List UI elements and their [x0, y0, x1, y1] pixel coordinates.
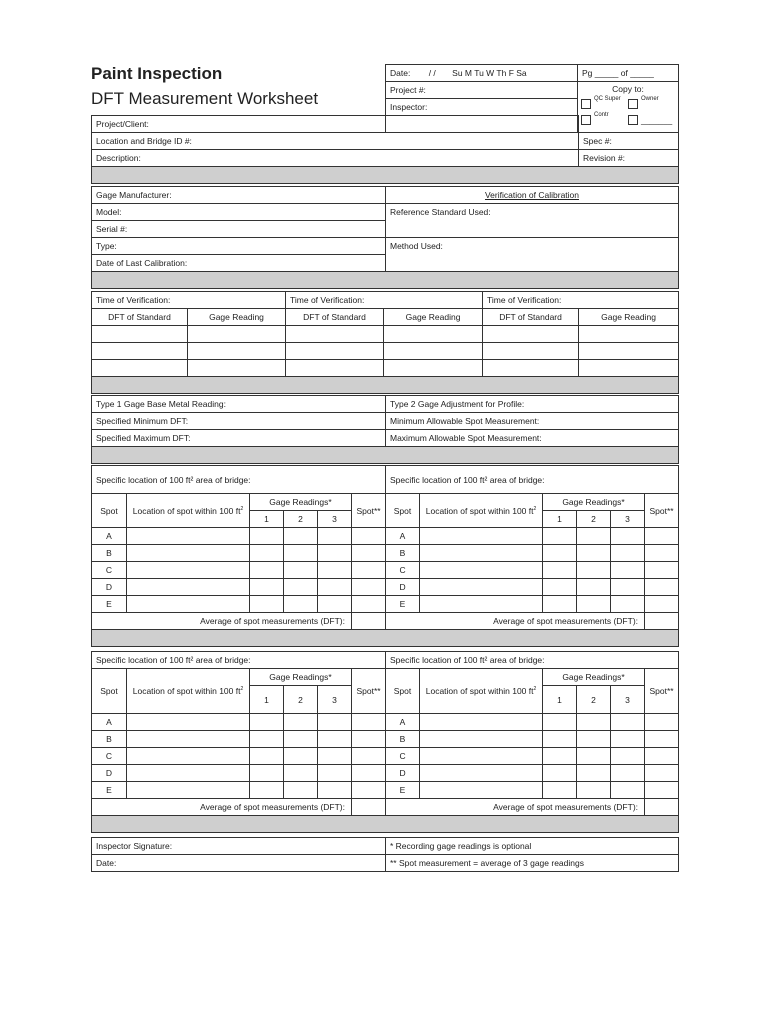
divider	[92, 167, 679, 184]
cell[interactable]	[284, 545, 318, 562]
spot-id: C	[92, 748, 127, 765]
col-spot: Spot	[92, 494, 127, 528]
area-location-field[interactable]: Specific location of 100 ft² area of bridge:	[92, 652, 386, 669]
cell[interactable]	[318, 765, 352, 782]
cell[interactable]	[611, 562, 645, 579]
spot-id: C	[92, 562, 127, 579]
cell[interactable]	[284, 579, 318, 596]
cell[interactable]	[420, 596, 543, 613]
form-subtitle: DFT Measurement Worksheet	[91, 89, 319, 108]
cell[interactable]	[284, 528, 318, 545]
cell[interactable]	[352, 596, 386, 613]
spot-id: B	[92, 545, 127, 562]
cell[interactable]	[577, 596, 611, 613]
table-row	[92, 360, 679, 377]
max-spot-field[interactable]: Maximum Allowable Spot Measurement:	[386, 430, 679, 447]
cell[interactable]	[188, 343, 286, 360]
col-gage-readings: Gage Readings*	[250, 494, 352, 511]
cell[interactable]	[127, 562, 250, 579]
table-row	[92, 765, 679, 782]
col-gage-reading: Gage Reading	[579, 309, 679, 326]
col-reading-3: 3	[611, 511, 645, 528]
divider	[92, 630, 679, 647]
col-reading-2: 2	[577, 686, 611, 714]
spot-id: E	[386, 596, 420, 613]
divider	[92, 816, 679, 833]
cell[interactable]	[483, 360, 579, 377]
cell[interactable]	[286, 360, 384, 377]
spot-id: E	[92, 782, 127, 799]
model-field[interactable]: Model:	[92, 204, 386, 221]
cell[interactable]	[579, 343, 679, 360]
col-spot-measurement: Spot**	[352, 669, 386, 714]
spot-id: A	[92, 714, 127, 731]
spot-id: D	[386, 579, 420, 596]
gage-manufacturer-field[interactable]: Gage Manufacturer:	[92, 187, 386, 204]
cell[interactable]	[577, 748, 611, 765]
signature-section	[91, 837, 679, 872]
qc-super-checkbox[interactable]	[581, 99, 591, 109]
cell[interactable]	[127, 714, 250, 731]
cell[interactable]	[250, 545, 284, 562]
col-reading-1: 1	[250, 511, 284, 528]
cell[interactable]	[188, 360, 286, 377]
cell[interactable]	[543, 714, 577, 731]
cell[interactable]	[611, 714, 645, 731]
col-reading-2: 2	[284, 686, 318, 714]
cell[interactable]	[611, 596, 645, 613]
col-reading-2: 2	[284, 511, 318, 528]
spec-section	[91, 395, 679, 464]
cell[interactable]	[420, 528, 543, 545]
cell[interactable]	[420, 545, 543, 562]
cell[interactable]	[420, 562, 543, 579]
col-spot: Spot	[92, 669, 127, 714]
form-title: Paint Inspection	[91, 64, 223, 83]
average-value[interactable]	[352, 799, 386, 816]
cell[interactable]	[645, 748, 679, 765]
type2-adjustment-field[interactable]: Type 2 Gage Adjustment for Profile:	[386, 396, 679, 413]
cell[interactable]	[352, 765, 386, 782]
last-calibration-field[interactable]: Date of Last Calibration:	[92, 255, 386, 272]
cell[interactable]	[543, 579, 577, 596]
cell[interactable]	[318, 545, 352, 562]
revision-field[interactable]: Revision #:	[579, 150, 679, 167]
description-field[interactable]: Description:	[92, 150, 579, 167]
cell[interactable]	[420, 765, 543, 782]
divider	[92, 272, 679, 289]
cell[interactable]	[318, 782, 352, 799]
cell[interactable]	[318, 579, 352, 596]
col-reading-2: 2	[577, 511, 611, 528]
cell[interactable]	[420, 782, 543, 799]
contr-label: Contr	[594, 112, 609, 118]
cell[interactable]	[420, 748, 543, 765]
cell[interactable]	[250, 579, 284, 596]
col-dft-standard: DFT of Standard	[286, 309, 384, 326]
cell[interactable]	[250, 596, 284, 613]
col-gage-readings: Gage Readings*	[543, 494, 645, 511]
cell[interactable]	[645, 545, 679, 562]
reference-standard-field[interactable]: Reference Standard Used:	[386, 204, 679, 238]
cell[interactable]	[543, 731, 577, 748]
spot-id: B	[92, 731, 127, 748]
min-spot-field[interactable]: Minimum Allowable Spot Measurement:	[386, 413, 679, 430]
average-value[interactable]	[645, 613, 679, 630]
spot-id: B	[386, 731, 420, 748]
table-row	[92, 343, 679, 360]
cell[interactable]	[250, 782, 284, 799]
cell[interactable]	[645, 765, 679, 782]
divider	[92, 377, 679, 394]
spot-id: E	[92, 596, 127, 613]
cell[interactable]	[127, 579, 250, 596]
cell[interactable]	[250, 748, 284, 765]
cell[interactable]	[577, 714, 611, 731]
area-location-field[interactable]: Specific location of 100 ft² area of bridge:	[386, 466, 679, 494]
col-location-within: Location of spot within 100 $ft^2$	[127, 669, 250, 714]
area-location-field[interactable]: Specific location of 100 ft² area of bridge:	[92, 466, 386, 494]
project-client-field[interactable]: Project/Client:	[92, 116, 579, 133]
cell[interactable]	[127, 748, 250, 765]
table-row	[92, 545, 679, 562]
spot-id: B	[386, 545, 420, 562]
col-gage-readings: Gage Readings*	[543, 669, 645, 686]
cell[interactable]	[284, 714, 318, 731]
date-label: Date:	[390, 68, 411, 78]
cell[interactable]	[352, 545, 386, 562]
col-spot-measurement: Spot**	[352, 494, 386, 528]
cell[interactable]	[318, 731, 352, 748]
cell[interactable]	[127, 765, 250, 782]
gage-info	[91, 186, 679, 289]
spot-id: E	[386, 782, 420, 799]
signature-date-field[interactable]: Date:	[92, 855, 386, 872]
average-label: Average of spot measurements (DFT):	[92, 613, 352, 630]
cell[interactable]	[384, 360, 483, 377]
cell[interactable]	[318, 596, 352, 613]
table-row	[92, 562, 679, 579]
cell[interactable]	[284, 596, 318, 613]
col-gage-readings: Gage Readings*	[250, 669, 352, 686]
cell[interactable]	[352, 562, 386, 579]
cell[interactable]	[92, 360, 188, 377]
cell[interactable]	[318, 528, 352, 545]
average-label: Average of spot measurements (DFT):	[92, 799, 352, 816]
cell[interactable]	[645, 714, 679, 731]
max-dft-field[interactable]: Specified Maximum DFT:	[92, 430, 386, 447]
cell[interactable]	[318, 562, 352, 579]
cell[interactable]	[543, 782, 577, 799]
average-value[interactable]	[352, 613, 386, 630]
serial-field[interactable]: Serial #:	[92, 221, 386, 238]
col-dft-standard: DFT of Standard	[483, 309, 579, 326]
cell[interactable]	[420, 714, 543, 731]
cell[interactable]	[352, 528, 386, 545]
location-bridge-field[interactable]: Location and Bridge ID #:	[92, 133, 579, 150]
cell[interactable]	[645, 731, 679, 748]
col-reading-3: 3	[318, 686, 352, 714]
cell[interactable]	[284, 731, 318, 748]
cell[interactable]	[286, 343, 384, 360]
cell[interactable]	[384, 326, 483, 343]
time-verification-3[interactable]: Time of Verification:	[483, 292, 679, 309]
cell[interactable]	[284, 562, 318, 579]
spot-id: D	[386, 765, 420, 782]
cell[interactable]	[577, 579, 611, 596]
divider	[92, 447, 679, 464]
owner-checkbox[interactable]	[628, 99, 638, 109]
cell[interactable]	[188, 326, 286, 343]
col-location-within: Location of spot within 100 $ft^2$	[127, 494, 250, 528]
col-reading-1: 1	[250, 686, 284, 714]
other-blank[interactable]: _______	[641, 116, 673, 125]
qc-super-label: QC Super	[594, 96, 621, 102]
cell[interactable]	[250, 562, 284, 579]
cell[interactable]	[645, 579, 679, 596]
average-label: Average of spot measurements (DFT):	[386, 613, 645, 630]
col-location-within: Location of spot within 100 $ft^2$	[420, 669, 543, 714]
col-reading-1: 1	[543, 511, 577, 528]
cell[interactable]	[543, 528, 577, 545]
cell[interactable]	[577, 562, 611, 579]
spot-id: C	[386, 562, 420, 579]
cell[interactable]	[127, 731, 250, 748]
inspector-signature-field[interactable]: Inspector Signature:	[92, 838, 386, 855]
note-spot-measurement: ** Spot measurement = average of 3 gage readings	[386, 855, 679, 872]
page-field[interactable]: Pg _____ of _____	[578, 65, 679, 82]
cell[interactable]	[611, 545, 645, 562]
date-slashes: / /	[428, 68, 436, 78]
cell[interactable]	[579, 326, 679, 343]
table-row	[92, 326, 679, 343]
verification-title	[386, 187, 679, 204]
cell[interactable]	[384, 343, 483, 360]
cell[interactable]	[286, 326, 384, 343]
cell[interactable]	[611, 731, 645, 748]
table-row	[92, 579, 679, 596]
average-value[interactable]	[645, 799, 679, 816]
cell[interactable]	[611, 579, 645, 596]
copy-to-label: Copy to:	[612, 84, 644, 94]
verification-title-text: Verification of Calibration	[484, 190, 580, 200]
cell[interactable]	[352, 579, 386, 596]
cell[interactable]	[92, 326, 188, 343]
col-spot: Spot	[386, 494, 420, 528]
cell[interactable]	[543, 596, 577, 613]
cell[interactable]	[543, 562, 577, 579]
type-field[interactable]: Type:	[92, 238, 386, 255]
copy-extra	[579, 116, 679, 133]
cell[interactable]	[645, 562, 679, 579]
cell[interactable]	[420, 579, 543, 596]
cell[interactable]	[543, 748, 577, 765]
cell[interactable]	[577, 782, 611, 799]
cell[interactable]	[250, 528, 284, 545]
col-spot-measurement: Spot**	[645, 669, 679, 714]
table-row	[92, 731, 679, 748]
cell[interactable]	[250, 714, 284, 731]
owner-label: Owner	[641, 96, 659, 102]
cell[interactable]	[284, 782, 318, 799]
cell[interactable]	[420, 731, 543, 748]
area-location-field[interactable]: Specific location of 100 ft² area of bridge:	[386, 652, 679, 669]
col-spot: Spot	[386, 669, 420, 714]
cell[interactable]	[543, 545, 577, 562]
cell[interactable]	[318, 714, 352, 731]
spot-id: D	[92, 765, 127, 782]
col-reading-3: 3	[611, 686, 645, 714]
spot-id: A	[386, 714, 420, 731]
note-optional: * Recording gage readings is optional	[386, 838, 679, 855]
spot-section-1	[91, 465, 679, 647]
inspector-field[interactable]: Inspector:	[386, 99, 578, 116]
time-verification-2[interactable]: Time of Verification:	[286, 292, 483, 309]
cell[interactable]	[284, 765, 318, 782]
table-row	[92, 596, 679, 613]
weekday-options[interactable]: Su M Tu W Th F Sa	[452, 68, 527, 78]
col-spot-measurement: Spot**	[645, 494, 679, 528]
date-field[interactable]	[386, 65, 578, 82]
col-dft-standard: DFT of Standard	[92, 309, 188, 326]
cell[interactable]	[127, 528, 250, 545]
cell[interactable]	[577, 765, 611, 782]
time-verification-1[interactable]: Time of Verification:	[92, 292, 286, 309]
cell[interactable]	[483, 326, 579, 343]
cell[interactable]	[611, 765, 645, 782]
cell[interactable]	[645, 596, 679, 613]
cell[interactable]	[127, 545, 250, 562]
cell[interactable]	[352, 782, 386, 799]
cell[interactable]	[611, 782, 645, 799]
spot-id: C	[386, 748, 420, 765]
cell[interactable]	[250, 731, 284, 748]
min-dft-field[interactable]: Specified Minimum DFT:	[92, 413, 386, 430]
spot-id: A	[92, 528, 127, 545]
table-row	[92, 748, 679, 765]
cell[interactable]	[483, 343, 579, 360]
spot-section-2	[91, 651, 679, 833]
table-row	[92, 528, 679, 545]
col-reading-3: 3	[318, 511, 352, 528]
cell[interactable]	[127, 596, 250, 613]
cell[interactable]	[284, 748, 318, 765]
cell[interactable]	[352, 731, 386, 748]
cell[interactable]	[577, 545, 611, 562]
cell[interactable]	[645, 528, 679, 545]
spot-id: A	[386, 528, 420, 545]
project-number-field[interactable]: Project #:	[386, 82, 578, 99]
cell[interactable]	[318, 748, 352, 765]
spot-id: D	[92, 579, 127, 596]
cell[interactable]	[611, 528, 645, 545]
cell[interactable]	[92, 343, 188, 360]
verification-table	[91, 291, 679, 394]
cell[interactable]	[127, 782, 250, 799]
cell[interactable]	[577, 731, 611, 748]
project-info	[91, 115, 679, 184]
cell[interactable]	[352, 714, 386, 731]
cell[interactable]	[611, 748, 645, 765]
col-gage-reading: Gage Reading	[188, 309, 286, 326]
spec-field[interactable]: Spec #:	[579, 133, 679, 150]
col-location-within: Location of spot within 100 $ft^2$	[420, 494, 543, 528]
cell[interactable]	[543, 765, 577, 782]
col-gage-reading: Gage Reading	[384, 309, 483, 326]
cell[interactable]	[250, 765, 284, 782]
cell[interactable]	[645, 782, 679, 799]
cell[interactable]	[352, 748, 386, 765]
col-reading-1: 1	[543, 686, 577, 714]
cell[interactable]	[579, 360, 679, 377]
cell[interactable]	[577, 528, 611, 545]
table-row	[92, 782, 679, 799]
method-field[interactable]: Method Used:	[386, 238, 679, 272]
type1-reading-field[interactable]: Type 1 Gage Base Metal Reading:	[92, 396, 386, 413]
table-row	[92, 714, 679, 731]
average-label: Average of spot measurements (DFT):	[386, 799, 645, 816]
